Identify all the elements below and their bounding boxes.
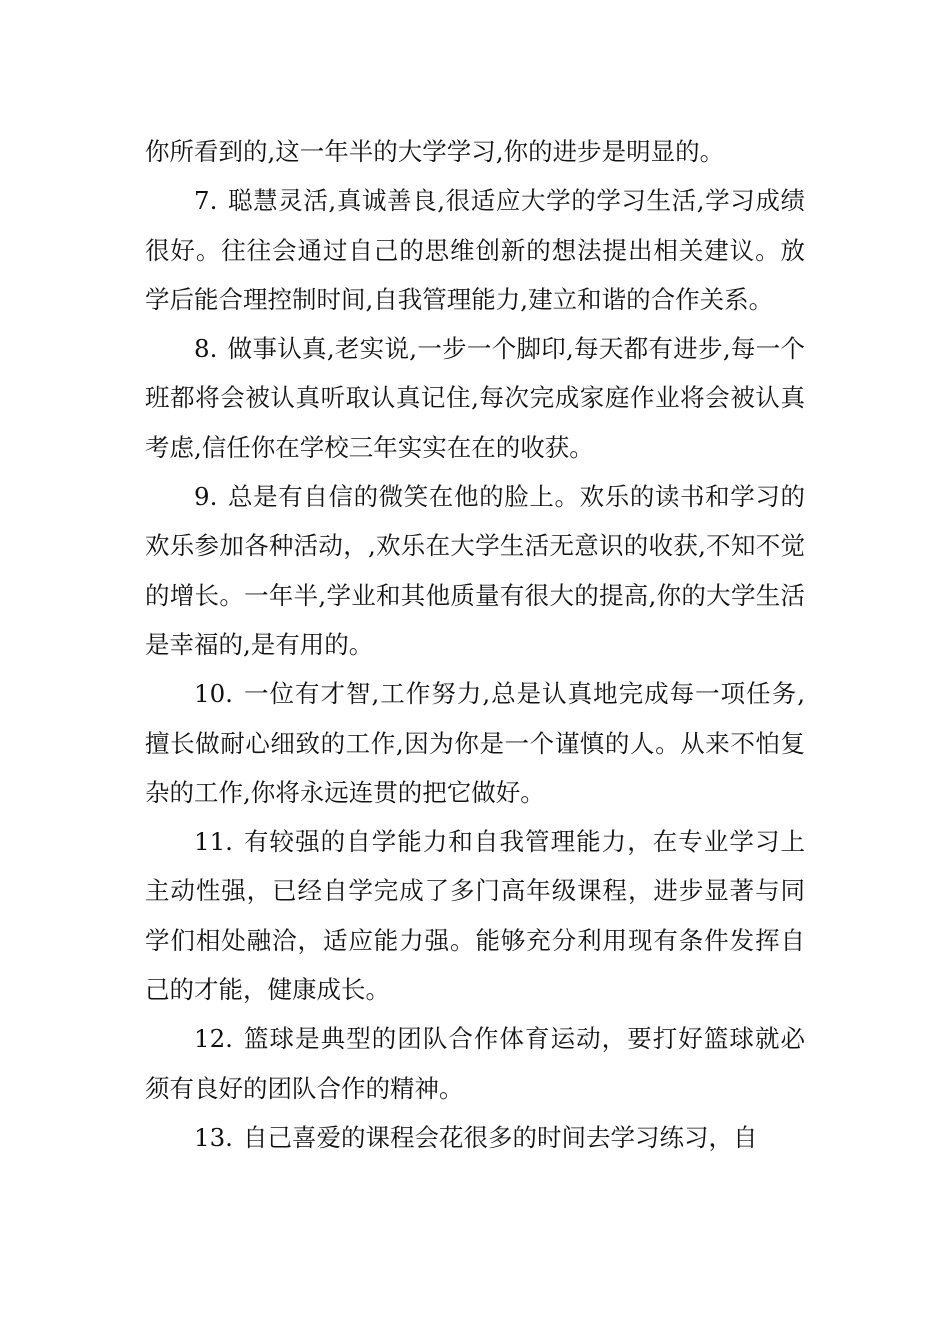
paragraph-text: 你所看到的,这一年半的大学学习,你的进步是明显的。 — [145, 137, 725, 166]
paragraph-13 — [145, 1113, 805, 1162]
paragraph-text: 一位有才智,工作努力,总是认真地完成每一项任务,擅长做耐心细致的工作,因为你是一个谨慎的人。从来不怕复杂的工作,你将永远连贯的把它做好。 — [145, 679, 805, 807]
paragraph-11 — [145, 817, 805, 1014]
paragraph-continuation — [145, 127, 805, 176]
paragraph-text: 聪慧灵活,真诚善良,很适应大学的学习生活,学习成绩很好。往往会通过自己的思维创新的想法提出相关建议。放学后能合理控制时间,自我管理能力,建立和谐的合作关系。 — [145, 186, 805, 314]
paragraph-number: 9. — [194, 482, 218, 512]
paragraph-8 — [145, 324, 805, 472]
paragraph-number: 8. — [194, 334, 218, 364]
paragraph-12 — [145, 1014, 805, 1113]
paragraph-text: 总是有自信的微笑在他的脸上。欢乐的读书和学习的欢乐参加各种活动，,欢乐在大学生活无意识的收获,不知不觉的增长。一年半,学业和其他质量有很大的提高,你的大学生活是幸福的,是有用的。 — [145, 482, 805, 659]
paragraph-9 — [145, 472, 805, 669]
paragraph-number: 7. — [194, 186, 218, 216]
paragraph-number: 11. — [194, 827, 233, 857]
paragraph-number: 12. — [194, 1024, 233, 1054]
paragraph-7 — [145, 176, 805, 324]
paragraph-10 — [145, 669, 805, 817]
paragraph-number: 13. — [194, 1122, 233, 1152]
paragraph-text: 有较强的自学能力和自我管理能力，在专业学习上主动性强，已经自学完成了多门高年级课程，进步显著与同学们相处融洽，适应能力强。能够充分利用现有条件发挥自己的才能，健康成长。 — [145, 827, 805, 1005]
document-body — [145, 127, 805, 1162]
paragraph-number: 10. — [194, 679, 233, 709]
paragraph-text: 自己喜爱的课程会花很多的时间去学习练习，自 — [242, 1122, 758, 1152]
paragraph-text: 做事认真,老实说,一步一个脚印,每天都有进步,每一个班都将会被认真听取认真记住,每次完成家庭作业将会被认真考虑,信任你在学校三年实实在在的收获。 — [145, 334, 805, 462]
paragraph-text: 篮球是典型的团队合作体育运动，要打好篮球就必须有良好的团队合作的精神。 — [145, 1024, 805, 1103]
